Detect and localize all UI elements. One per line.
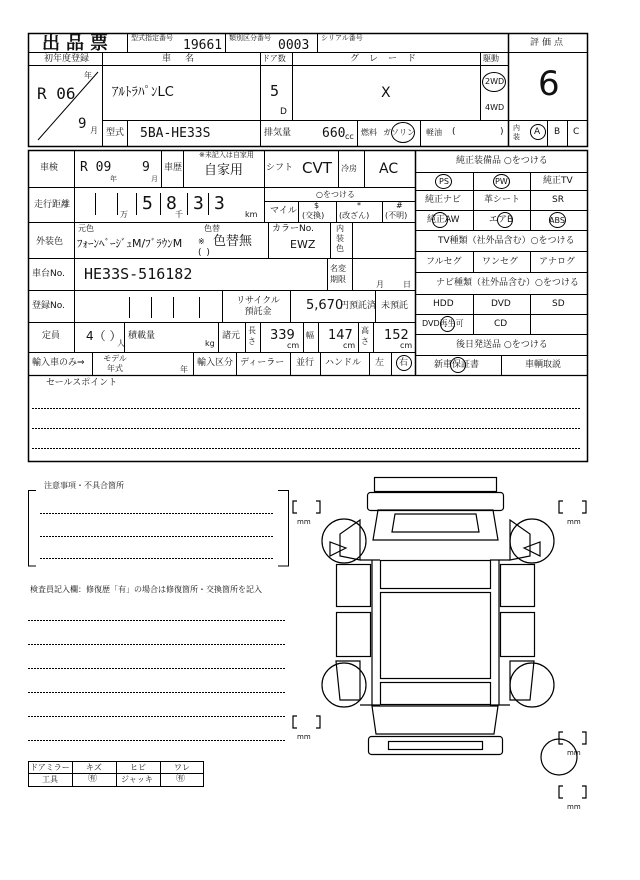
interior-label-bottom: 装 — [513, 133, 520, 141]
car-name-value: ｱﾙﾄﾗﾊﾟﾝLC — [112, 85, 174, 100]
meter-circle-note: ○をつける — [316, 190, 355, 199]
fuel-gasoline: ガソリン — [383, 128, 415, 137]
category-number-value: 0003 — [278, 38, 310, 53]
tire-spare-unit: mm — [567, 803, 581, 811]
equip-airbag: エアB — [489, 215, 514, 225]
chassis-label: 車台No. — [32, 269, 65, 279]
tv-title: TV種類（社外品含む）○をつける — [438, 236, 575, 246]
first-registration-month: 9 — [78, 116, 87, 132]
name-change-deadline-label: 名変期限 — [330, 264, 346, 284]
model-value: 5BA-HE33S — [140, 126, 211, 141]
interior-grade-a: A — [534, 127, 541, 137]
car-name-label: 車名 — [162, 54, 209, 64]
grade-value: X — [381, 85, 391, 101]
navi-hdd: HDD — [433, 299, 454, 309]
model-year-unit: 年 — [180, 365, 188, 374]
original-color-value: ﾌｫｰﾝﾍﾞｰｼﾞｭM/ﾌﾞﾗｳﾝM — [77, 237, 183, 250]
interior-grade-b: B — [554, 127, 561, 137]
notes-label: 注意事項・不具合箇所 — [44, 481, 124, 490]
fuel-light-oil: 軽油 — [426, 128, 442, 137]
equip-sr: SR — [552, 195, 564, 205]
equip-abs: ABS — [549, 216, 565, 225]
equip-navi: 純正ナビ — [425, 195, 462, 205]
mileage-label: 走行距離 — [34, 200, 71, 210]
name-change-day: 日 — [403, 280, 411, 289]
inspection-era: R 09 — [80, 160, 112, 175]
shift-value: CVT — [302, 159, 332, 177]
interior-grade-c: C — [573, 127, 580, 137]
inspection-label: 車検 — [40, 163, 59, 173]
year-unit: 年 — [84, 71, 92, 80]
handle-right: 右 — [399, 358, 409, 368]
drive-label: 駆動 — [483, 54, 499, 63]
capacity-unit: 人 — [117, 339, 125, 348]
fuel-label: 燃料 — [361, 128, 377, 137]
interior-label-top: 内 — [513, 124, 520, 132]
import-only-label: 輸入車のみ⇒ — [32, 358, 85, 368]
shift-label: シフト — [266, 163, 294, 173]
navi-dvd: DVD — [491, 299, 511, 309]
fuel-paren-open: ( — [452, 127, 456, 137]
form-title: 出品票 — [42, 33, 114, 54]
parallel-label: 並行 — [296, 358, 315, 368]
recycle-status: 円預託済 — [340, 301, 377, 311]
fuel-paren-close: ) — [500, 127, 504, 137]
load-label: 積載量 — [128, 331, 156, 341]
tv-analog: アナログ — [539, 257, 576, 267]
meter-hash: # — [396, 201, 403, 210]
height-unit: cm — [400, 341, 413, 350]
repaint-paren: ( ) — [198, 248, 211, 258]
equip-leather: 革シート — [484, 195, 521, 205]
aircon-label: 冷房 — [341, 164, 357, 173]
sales-point-label: セールスポイント — [46, 378, 118, 388]
vehicle-diagram — [322, 478, 577, 776]
approval-number-label: 型式指定番号 — [131, 34, 173, 42]
inspection-year-unit: 年 — [110, 175, 117, 183]
registration-no-label: 登録No. — [32, 301, 65, 311]
capacity-value: 4（ ） — [86, 329, 122, 343]
mileage-sen-unit: 千 — [175, 210, 183, 219]
recycle-label: リサイクル預託金 — [236, 296, 280, 317]
exterior-color-label: 外装色 — [36, 237, 64, 247]
mileage-digit: 5 — [142, 193, 153, 214]
jack-present-mark: ㊒ — [176, 774, 186, 784]
serial-number-label: シリアル番号 — [321, 34, 363, 42]
inspector-label: 検査員記入欄：修復歴「有」の場合は修復箇所・交換箇所を記入 — [30, 585, 262, 594]
navi-cd: CD — [494, 319, 508, 329]
first-registration-era: R 06 — [37, 84, 76, 103]
tire-rear-right-unit: mm — [567, 749, 581, 757]
meter-mile: マイル — [270, 206, 297, 216]
displacement-unit: cc — [345, 132, 354, 141]
grade-points-value: 6 — [538, 64, 560, 104]
length-label: 長さ — [248, 326, 256, 346]
recycle-value: 5,670 — [306, 298, 344, 313]
first-registration-label: 初年度登録 — [44, 54, 90, 64]
chassis-value: HE33S-516182 — [84, 265, 193, 283]
history-value: 自家用 — [204, 163, 244, 178]
tire-rear-left-unit: mm — [297, 733, 311, 741]
meter-tampered: (改ざん) — [339, 211, 370, 220]
model-label: 型式 — [106, 128, 125, 138]
displacement-label: 排気量 — [264, 128, 292, 138]
width-label: 幅 — [306, 331, 314, 340]
equip-aw: 純正AW — [427, 215, 460, 225]
drive-2wd: 2WD — [485, 77, 505, 86]
tools-crack: ヒビ — [130, 763, 146, 772]
height-label: 高さ — [361, 326, 369, 346]
tools-present-mark: ㊒ — [88, 774, 98, 784]
import-type-label: 輸入区分 — [197, 358, 234, 368]
repaint-label: 色替 — [204, 224, 220, 233]
category-number-label: 類別区分番号 — [229, 34, 271, 42]
aircon-value: AC — [379, 161, 399, 177]
load-unit: kg — [205, 339, 215, 348]
grade-label: グレード — [350, 54, 427, 64]
original-color-label: 元色 — [78, 224, 94, 233]
doors-label: ドア数 — [262, 54, 286, 63]
approval-number-value: 19661 — [183, 38, 223, 53]
inspection-month: 9 — [142, 160, 150, 175]
meter-dollar: $ — [314, 201, 320, 210]
equip-pw: PW — [495, 177, 508, 186]
drive-4wd: 4WD — [485, 103, 505, 112]
dimensions-label: 諸元 — [222, 331, 241, 341]
mileage-digit: 3 — [193, 193, 204, 214]
navi-dvd-playable: DVD再生可 — [422, 319, 464, 328]
model-year-label: モデル年式 — [103, 354, 127, 373]
navi-title: ナビ種類（社外品含む）○をつける — [436, 278, 579, 288]
tools-scratch: キズ — [86, 763, 102, 772]
jack-label: ジャッキ — [121, 775, 153, 784]
tv-fullseg: フルセグ — [426, 257, 462, 267]
equip-tv: 純正TV — [543, 176, 573, 186]
equipment-title: 純正装備品 ○をつける — [456, 156, 548, 166]
history-label: 車歴 — [164, 163, 183, 173]
mileage-man-unit: 万 — [120, 210, 128, 219]
tire-front-left-unit: mm — [297, 518, 311, 526]
grade-points-label: 評価点 — [530, 38, 567, 48]
repaint-value: 色替無 — [213, 234, 253, 249]
handle-label: ハンドル — [325, 358, 362, 368]
meter-exchange: (交換) — [302, 211, 325, 220]
tools-break: ワレ — [174, 763, 190, 772]
navi-sd: SD — [552, 299, 565, 309]
length-unit: cm — [287, 341, 300, 350]
later-title: 後日発送品 ○をつける — [456, 340, 548, 350]
name-change-month: 月 — [376, 280, 384, 289]
inspection-month-unit: 月 — [151, 175, 158, 183]
mileage-digit: 8 — [166, 193, 177, 214]
mileage-digit: 3 — [214, 193, 225, 214]
capacity-label: 定員 — [42, 331, 61, 341]
repaint-note: ※ — [198, 237, 205, 246]
tools-label: 工具 — [42, 775, 58, 784]
doors-value: 5 — [270, 82, 280, 100]
color-no-value: EWZ — [290, 238, 316, 251]
color-no-label: カラーNo. — [272, 224, 314, 234]
equip-ps: PS — [439, 177, 449, 186]
mileage-unit: km — [245, 210, 258, 219]
height-value: 152 — [384, 328, 409, 343]
dealer-label: ディーラー — [240, 358, 285, 368]
displacement-value: 660 — [322, 126, 346, 141]
later-warranty: 新車保証書 — [434, 360, 480, 370]
tools-door-mirror: ドアミラー — [30, 763, 70, 772]
length-value: 339 — [270, 328, 295, 343]
month-unit: 月 — [90, 126, 98, 135]
meter-unknown: (不明) — [385, 211, 408, 220]
tv-oneseg: ワンセグ — [482, 257, 519, 267]
later-manual: 車輌取説 — [525, 360, 562, 370]
width-value: 147 — [328, 328, 353, 343]
meter-star: * — [357, 201, 361, 210]
history-note: ※未記入は自家用 — [199, 151, 254, 159]
tire-front-right-unit: mm — [567, 518, 581, 526]
interior-color-label: 内装色 — [336, 224, 344, 253]
recycle-unpaid: 未預託 — [381, 301, 409, 311]
width-unit: cm — [343, 341, 356, 350]
handle-left: 左 — [375, 358, 385, 368]
doors-suffix: D — [280, 107, 287, 117]
